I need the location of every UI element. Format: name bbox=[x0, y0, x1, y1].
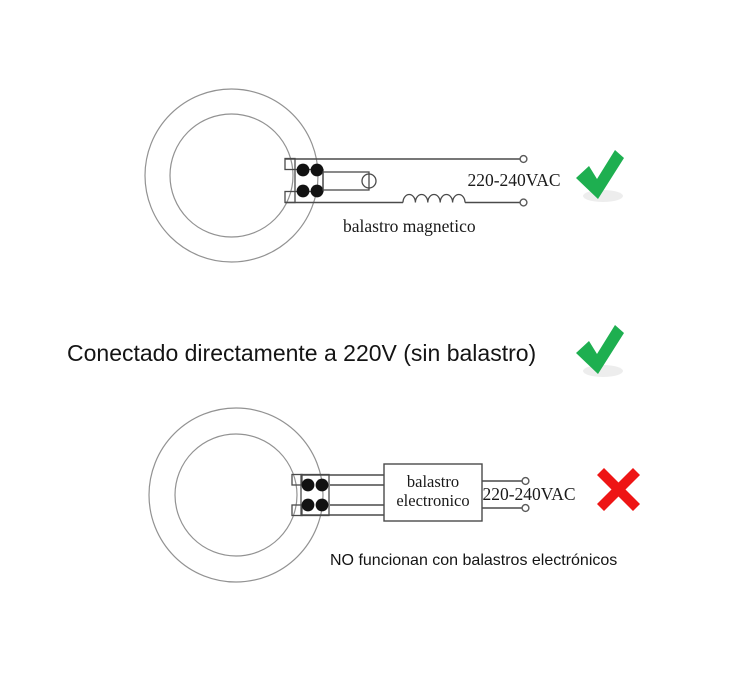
connector-tab-top bbox=[285, 159, 295, 170]
cross-icon bbox=[597, 468, 640, 511]
connector-pin bbox=[302, 499, 315, 512]
circular-tube-inner-ring bbox=[170, 114, 293, 237]
connector-pin bbox=[316, 479, 329, 492]
check-icon bbox=[576, 325, 624, 377]
connector-pin bbox=[311, 185, 324, 198]
connector-pin bbox=[316, 499, 329, 512]
check-icon bbox=[576, 150, 624, 202]
ballast-box-label-line2: electronico bbox=[396, 491, 470, 510]
connector-pin bbox=[311, 164, 324, 177]
circular-tube-outer-ring bbox=[145, 89, 318, 262]
connector-pin bbox=[297, 164, 310, 177]
bottom-terminal-neutral bbox=[522, 505, 529, 512]
electronic-ballast-diagram bbox=[149, 408, 640, 582]
bottom-voltage-label: 220-240VAC bbox=[482, 484, 576, 504]
magnetic-ballast-diagram bbox=[145, 89, 624, 262]
connector-pin bbox=[302, 479, 315, 492]
circular-tube-inner-ring bbox=[175, 434, 297, 556]
connector-pin bbox=[297, 185, 310, 198]
direct-connection-caption-row bbox=[67, 325, 624, 377]
ballast-box-label-line1: balastro bbox=[406, 472, 460, 491]
magnetic-ballast-label: balastro magnetico bbox=[343, 216, 476, 236]
electronic-ballast-note: NO funcionan con balastros electrónicos bbox=[330, 552, 618, 569]
top-voltage-label: 220-240VAC bbox=[467, 170, 561, 190]
inductor-coil-symbol bbox=[403, 195, 465, 203]
top-terminal-live bbox=[520, 156, 527, 163]
direct-connection-caption: Conectado directamente a 220V (sin balastro) bbox=[67, 340, 537, 366]
top-terminal-neutral bbox=[520, 199, 527, 206]
